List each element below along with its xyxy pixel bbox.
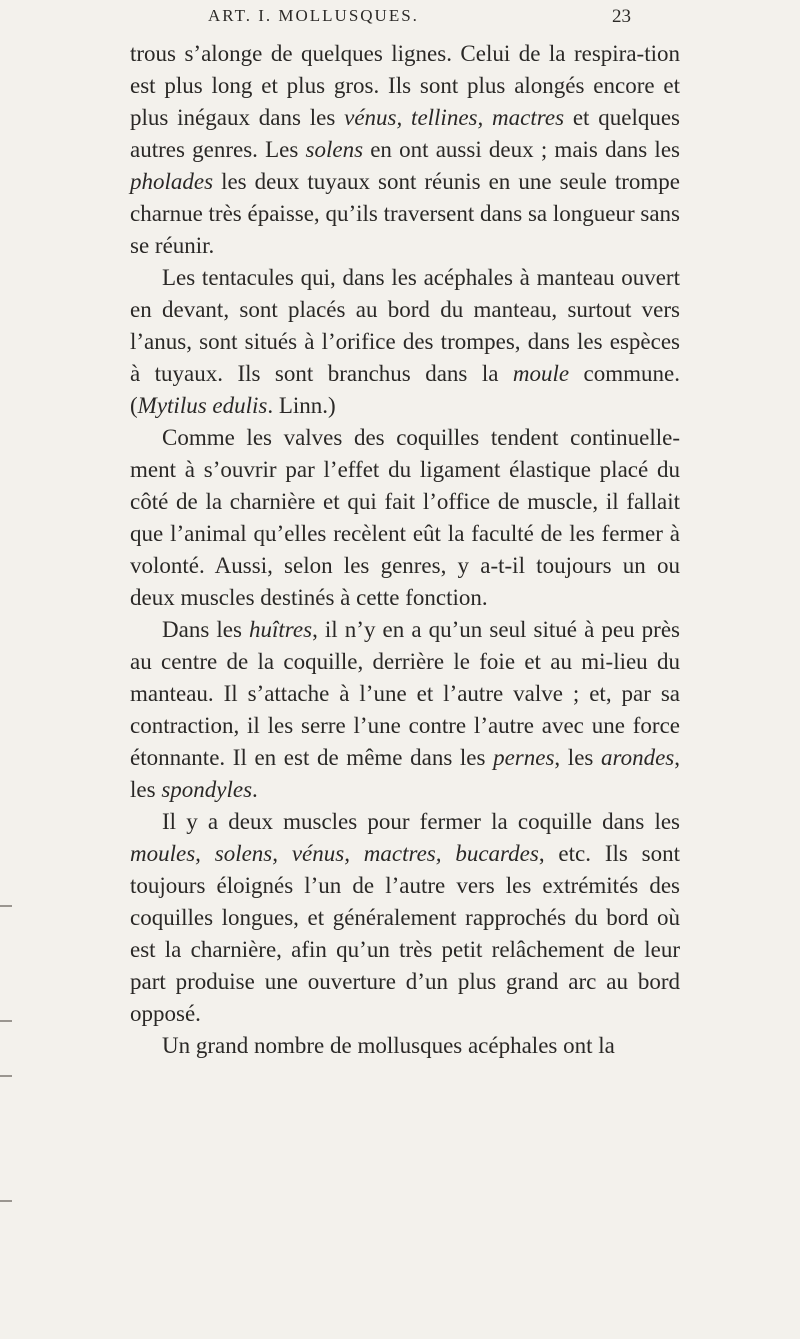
paragraph (130, 38, 680, 262)
italic-term: vénus, tellines, mactres (344, 105, 565, 130)
italic-term: solens (305, 137, 364, 162)
text-run: , les (554, 745, 601, 770)
text-run: commune. ( (130, 361, 680, 418)
page-number: 23 (612, 6, 631, 27)
italic-term: huîtres (249, 617, 313, 642)
italic-term: moules, solens, vénus, mactres, bucardes (130, 841, 539, 866)
text-run: Comme les valves des coquilles tendent continuelle-ment à s’ouvrir par l’effet du ligament élastique placé du côté de la charnière et qui fait l’office de muscle, il fallait que l’animal qu’elles recèlent eût la faculté de les fermer à volonté. Aussi, selon les genres, y a-t-il toujours un ou deux muscles destinés à cette fonction. (130, 425, 680, 610)
italic-term: spondyles (161, 777, 253, 802)
margin-mark (0, 1075, 12, 1077)
paragraph (130, 262, 680, 422)
paragraph (130, 614, 680, 806)
text-run: les deux tuyaux sont réunis en une seule trompe charnue très épaisse, qu’ils traversent dans sa longueur sans se réunir. (130, 169, 680, 258)
paragraph (130, 806, 680, 1030)
paragraph (130, 422, 680, 614)
text-run: , les (130, 745, 680, 802)
text-run: , il n’y en a qu’un seul situé à peu près au centre de la coquille, derrière le foie et au mi-lieu du manteau. Il s’attache à l’une et l’autre valve ; et, par sa contraction, il les serre l’une contre l’autre avec une force étonnante. Il en est de même dans les (130, 617, 680, 770)
text-run: en ont aussi deux ; mais dans les (363, 137, 680, 162)
italic-term: pernes (493, 745, 555, 770)
italic-term: Mytilus edulis (137, 393, 268, 418)
running-head: ART. I. MOLLUSQUES. (208, 6, 419, 25)
text-run: Un grand nombre de mollusques acéphales ont la (162, 1033, 615, 1058)
paragraph (130, 1030, 680, 1062)
text-run: Il y a deux muscles pour fermer la coquille dans les (162, 809, 680, 834)
body-text (130, 38, 680, 1062)
italic-term: moule (512, 361, 570, 386)
text-run: trous s’alonge de quelques lignes. Celui de la respira-tion est plus long et plus gros. Ils sont plus alongés encore et plus inégaux dans les (130, 41, 680, 130)
margin-mark (0, 1200, 12, 1202)
italic-term: pholades (130, 169, 214, 194)
text-run: Les tentacules qui, dans les acéphales à manteau ouvert en devant, sont placés au bord du manteau, surtout vers l’anus, sont situés à l’orifice des trompes, dans les espèces à tuyaux. Ils sont branchus dans la (130, 265, 680, 386)
margin-mark (0, 1020, 12, 1022)
text-run: , etc. Ils sont toujours éloignés l’un de l’autre vers les extrémités des coquilles longues, et généralement rapprochés du bord où est la charnière, afin qu’un très petit relâchement de leur part produise une ouverture d’un plus grand arc au bord opposé. (130, 841, 680, 1026)
text-run: Dans les (162, 617, 250, 642)
text-run: . (252, 777, 258, 802)
text-run: et quelques autres genres. Les (130, 105, 681, 162)
text-run: . Linn.) (267, 393, 336, 418)
margin-mark (0, 905, 12, 907)
italic-term: arondes (600, 745, 675, 770)
